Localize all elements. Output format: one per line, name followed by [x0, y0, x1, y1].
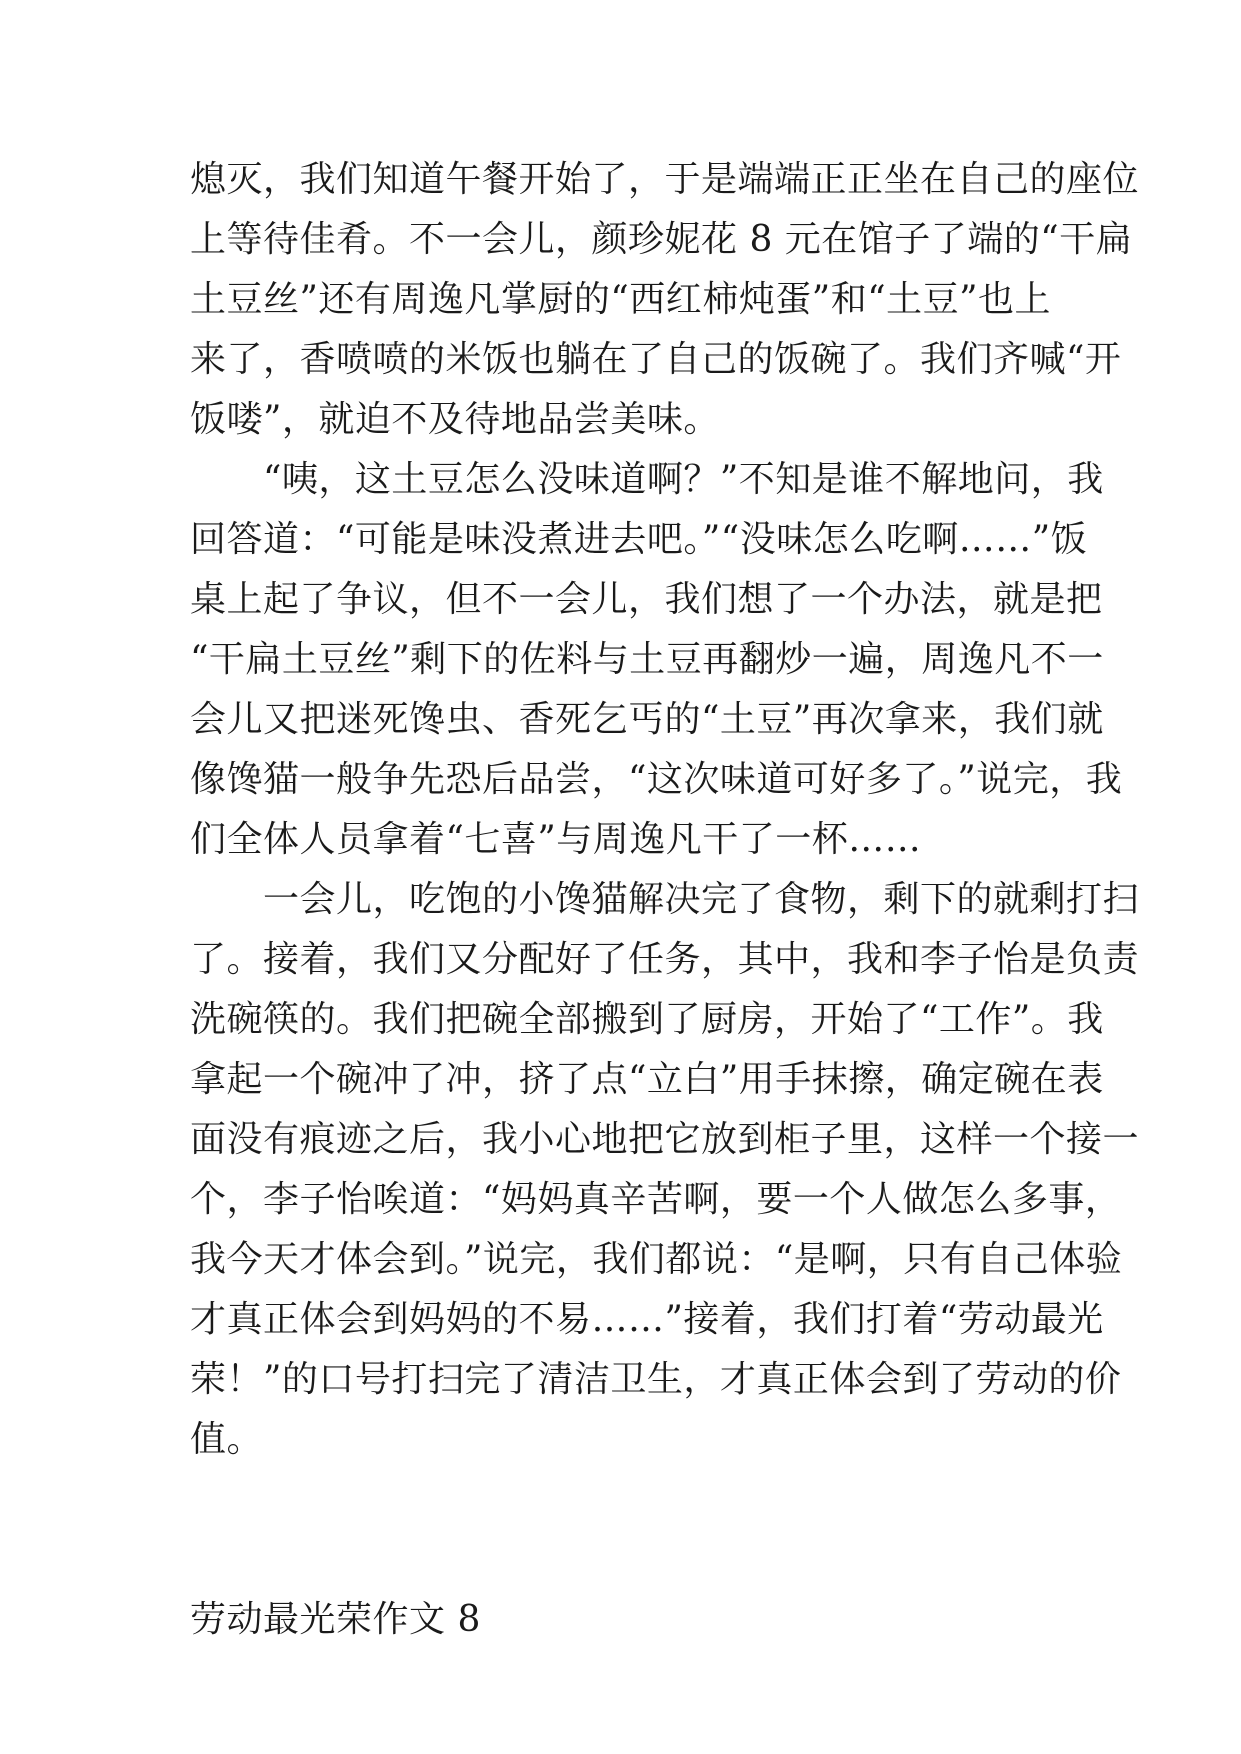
text-line: 洗碗筷的。我们把碗全部搬到了厨房，开始了“工作”。我 — [190, 999, 1104, 1040]
text-line: 一会儿，吃饱的小馋猫解决完了食物，剩下的就剩打扫 — [190, 879, 1140, 920]
text-line: 上等待佳肴。不一会儿，颜珍妮花 8 元在馆子了端的“干扁 — [190, 219, 1133, 260]
paragraph-1 — [190, 150, 1140, 450]
paragraph-spacer — [190, 1530, 1050, 1590]
paragraph-3 — [190, 870, 1140, 1470]
paragraph-spacer — [190, 1470, 1050, 1530]
text-line: 荣！”的口号打扫完了清洁卫生，才真正体会到了劳动的价 — [190, 1359, 1122, 1400]
text-line: 值。 — [190, 1419, 264, 1460]
text-line: 了。接着，我们又分配好了任务，其中，我和李子怡是负责 — [190, 939, 1140, 980]
section-heading: 劳动最光荣作文 8 — [190, 1599, 481, 1640]
text-line: 个，李子怡唉道：“妈妈真辛苦啊，要一个人做怎么多事， — [190, 1179, 1122, 1220]
text-line: 桌上起了争议，但不一会儿，我们想了一个办法，就是把 — [190, 579, 1103, 620]
text-line: 们全体人员拿着“七喜”与周逸凡干了一杯…… — [190, 819, 922, 860]
text-line: 拿起一个碗冲了冲，挤了点“立白”用手抹擦，确定碗在表 — [190, 1059, 1104, 1100]
text-line: 像馋猫一般争先恐后品尝，“这次味道可好多了。”说完，我 — [190, 759, 1123, 800]
text-line: 才真正体会到妈妈的不易……”接着，我们打着“劳动最光 — [190, 1299, 1104, 1340]
essay-body — [190, 150, 1140, 1650]
text-line: 回答道：“可能是味没煮进去吧。”“没味怎么吃啊……”饭 — [190, 519, 1088, 560]
paragraph-2 — [190, 450, 1123, 870]
text-line: 来了，香喷喷的米饭也躺在了自己的饭碗了。我们齐喊“开 — [190, 339, 1122, 380]
text-line: 面没有痕迹之后，我小心地把它放到柜子里，这样一个接一 — [190, 1119, 1140, 1160]
text-line: 我今天才体会到。”说完，我们都说：“是啊，只有自己体验 — [190, 1239, 1123, 1280]
text-line: 土豆丝”还有周逸凡掌厨的“西红柿炖蛋”和“土豆”也上 — [190, 279, 1052, 320]
text-line: “干扁土豆丝”剩下的佐料与土豆再翻炒一遍，周逸凡不一 — [190, 639, 1104, 680]
text-line: 饭喽”，就迫不及待地品尝美味。 — [190, 399, 720, 440]
text-line: 会儿又把迷死馋虫、香死乞丐的“土豆”再次拿来，我们就 — [190, 699, 1104, 740]
text-line: “咦，这土豆怎么没味道啊？”不知是谁不解地问，我 — [190, 459, 1104, 500]
text-line: 熄灭，我们知道午餐开始了，于是端端正正坐在自己的座位 — [190, 159, 1140, 200]
